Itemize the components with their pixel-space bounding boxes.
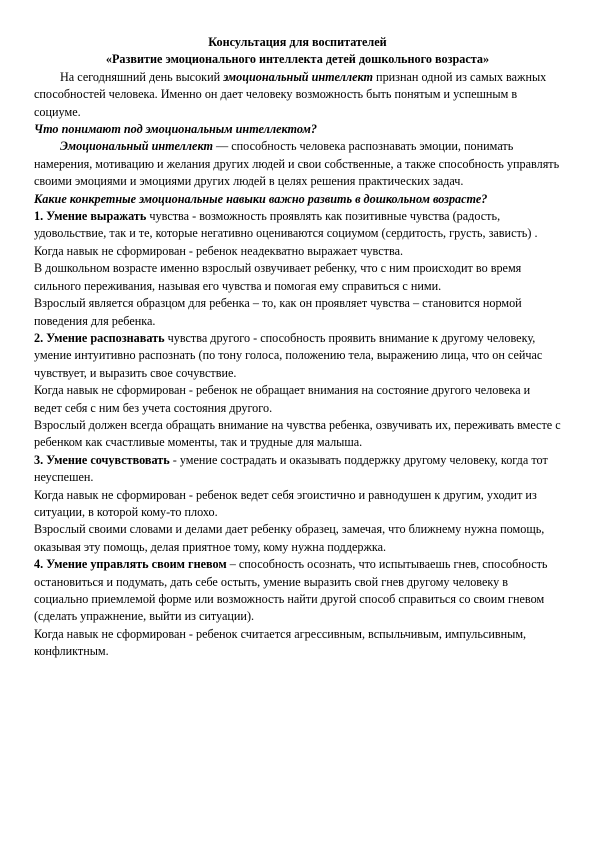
skill-2-desc: чувства другого - способность проявить внимание к другому человеку, умение интуитивно распознать (по тону голоса, положению тела, выражению лица, что он сейчас чувствует, и выразить свое сочувствие. [34, 330, 543, 380]
skill-4-lead: 4. Умение управлять своим гневом [34, 557, 227, 572]
skill-4-desc: – способность осознать, что испытываешь гнев, способность остановиться и подумать, дать себе остыть, умение выразить свой гнев другому человеку в социально приемлемой форме или возможность найти другой способ справиться со своим гневом (сделать упражнение, выйти из ситуации). [34, 557, 548, 624]
intro-paragraph [34, 69, 561, 121]
skill-1-note-1: В дошкольном возрасте именно взрослый озвучивает ребенку, что с ним происходит во время сильного переживания, называя его чувства и помогая ему справиться с ними. [34, 261, 522, 293]
skill-1-desc: чувства - возможность проявлять как позитивные чувства (радость, удовольствие, так и те, которые негативно оцениваются социумом (сердитость, грусть, зависть) . [34, 209, 538, 241]
skill-4-paragraph [34, 556, 561, 626]
skill-2-when: Когда навык не сформирован - ребенок не обращает внимания на состояние другого человека и ведет себя с ним без учета состояния другого. [34, 383, 531, 415]
skill-1-lead: 1. Умение выражать [34, 209, 147, 224]
skill-3-note-1: Взрослый своими словами и делами дает ребенку образец, замечая, что ближнему нужна помощь, оказывая эту помощь, делая приятное тому, кому нужна поддержка. [34, 522, 545, 554]
question-definition: Что понимают под эмоциональным интеллектом? [34, 122, 317, 137]
skill-1-paragraph [34, 208, 561, 243]
skill-4-when: Когда навык не сформирован - ребенок считается агрессивным, вспыльчивым, импульсивным, конфликтным. [34, 626, 527, 659]
intro-text-end: признан одной из самых важных способностей человека. Именно он дает человеку возможность быть понятым и успешным в социуме. [34, 69, 547, 119]
intro-text-start: На сегодняшний день высокий [60, 69, 224, 84]
definition-term: Эмоциональный интеллект [60, 139, 213, 154]
skill-2-paragraph [34, 330, 561, 382]
document-title-line2: «Развитие эмоционального интеллекта детей дошкольного возраста» [105, 52, 490, 67]
question-skills: Какие конкретные эмоциональные навыки важно развить в дошкольном возрасте? [34, 191, 488, 206]
skill-3-when: Когда навык не сформирован - ребенок ведет себя эгоистично и равнодушен к другим, уходит из ситуации, в которой кому-то плохо. [34, 487, 537, 519]
skill-3-paragraph [34, 452, 561, 487]
skill-1-when: Когда навык не сформирован - ребенок неадекватно выражает чувства. [34, 243, 404, 258]
intro-term: эмоциональный интеллект [223, 69, 373, 84]
definition-paragraph [34, 138, 561, 190]
skill-3-lead: 3. Умение сочувствовать [34, 452, 170, 467]
skill-2-note-1: Взрослый должен всегда обращать внимание на чувства ребенка, озвучивать их, переживать вместе с ребенком как счастливые моменты, так и трудные для малыша. [34, 417, 561, 450]
skill-1-note-2: Взрослый является образцом для ребенка – то, как он проявляет чувства – становится нормой поведения для ребенка. [34, 296, 522, 328]
skill-2-lead: 2. Умение распознавать [34, 330, 165, 345]
definition-text: — способность человека распознавать эмоции, понимать намерения, мотивацию и желания других людей и свои собственные, а также способность управлять своими эмоциями и эмоциями других людей в целях решения практических задач. [34, 139, 560, 189]
skill-3-desc: - умение сострадать и оказывать поддержку другому человеку, когда тот неуспешен. [34, 452, 548, 485]
document-page [34, 34, 561, 661]
document-title-line1: Консультация для воспитателей [208, 35, 387, 49]
